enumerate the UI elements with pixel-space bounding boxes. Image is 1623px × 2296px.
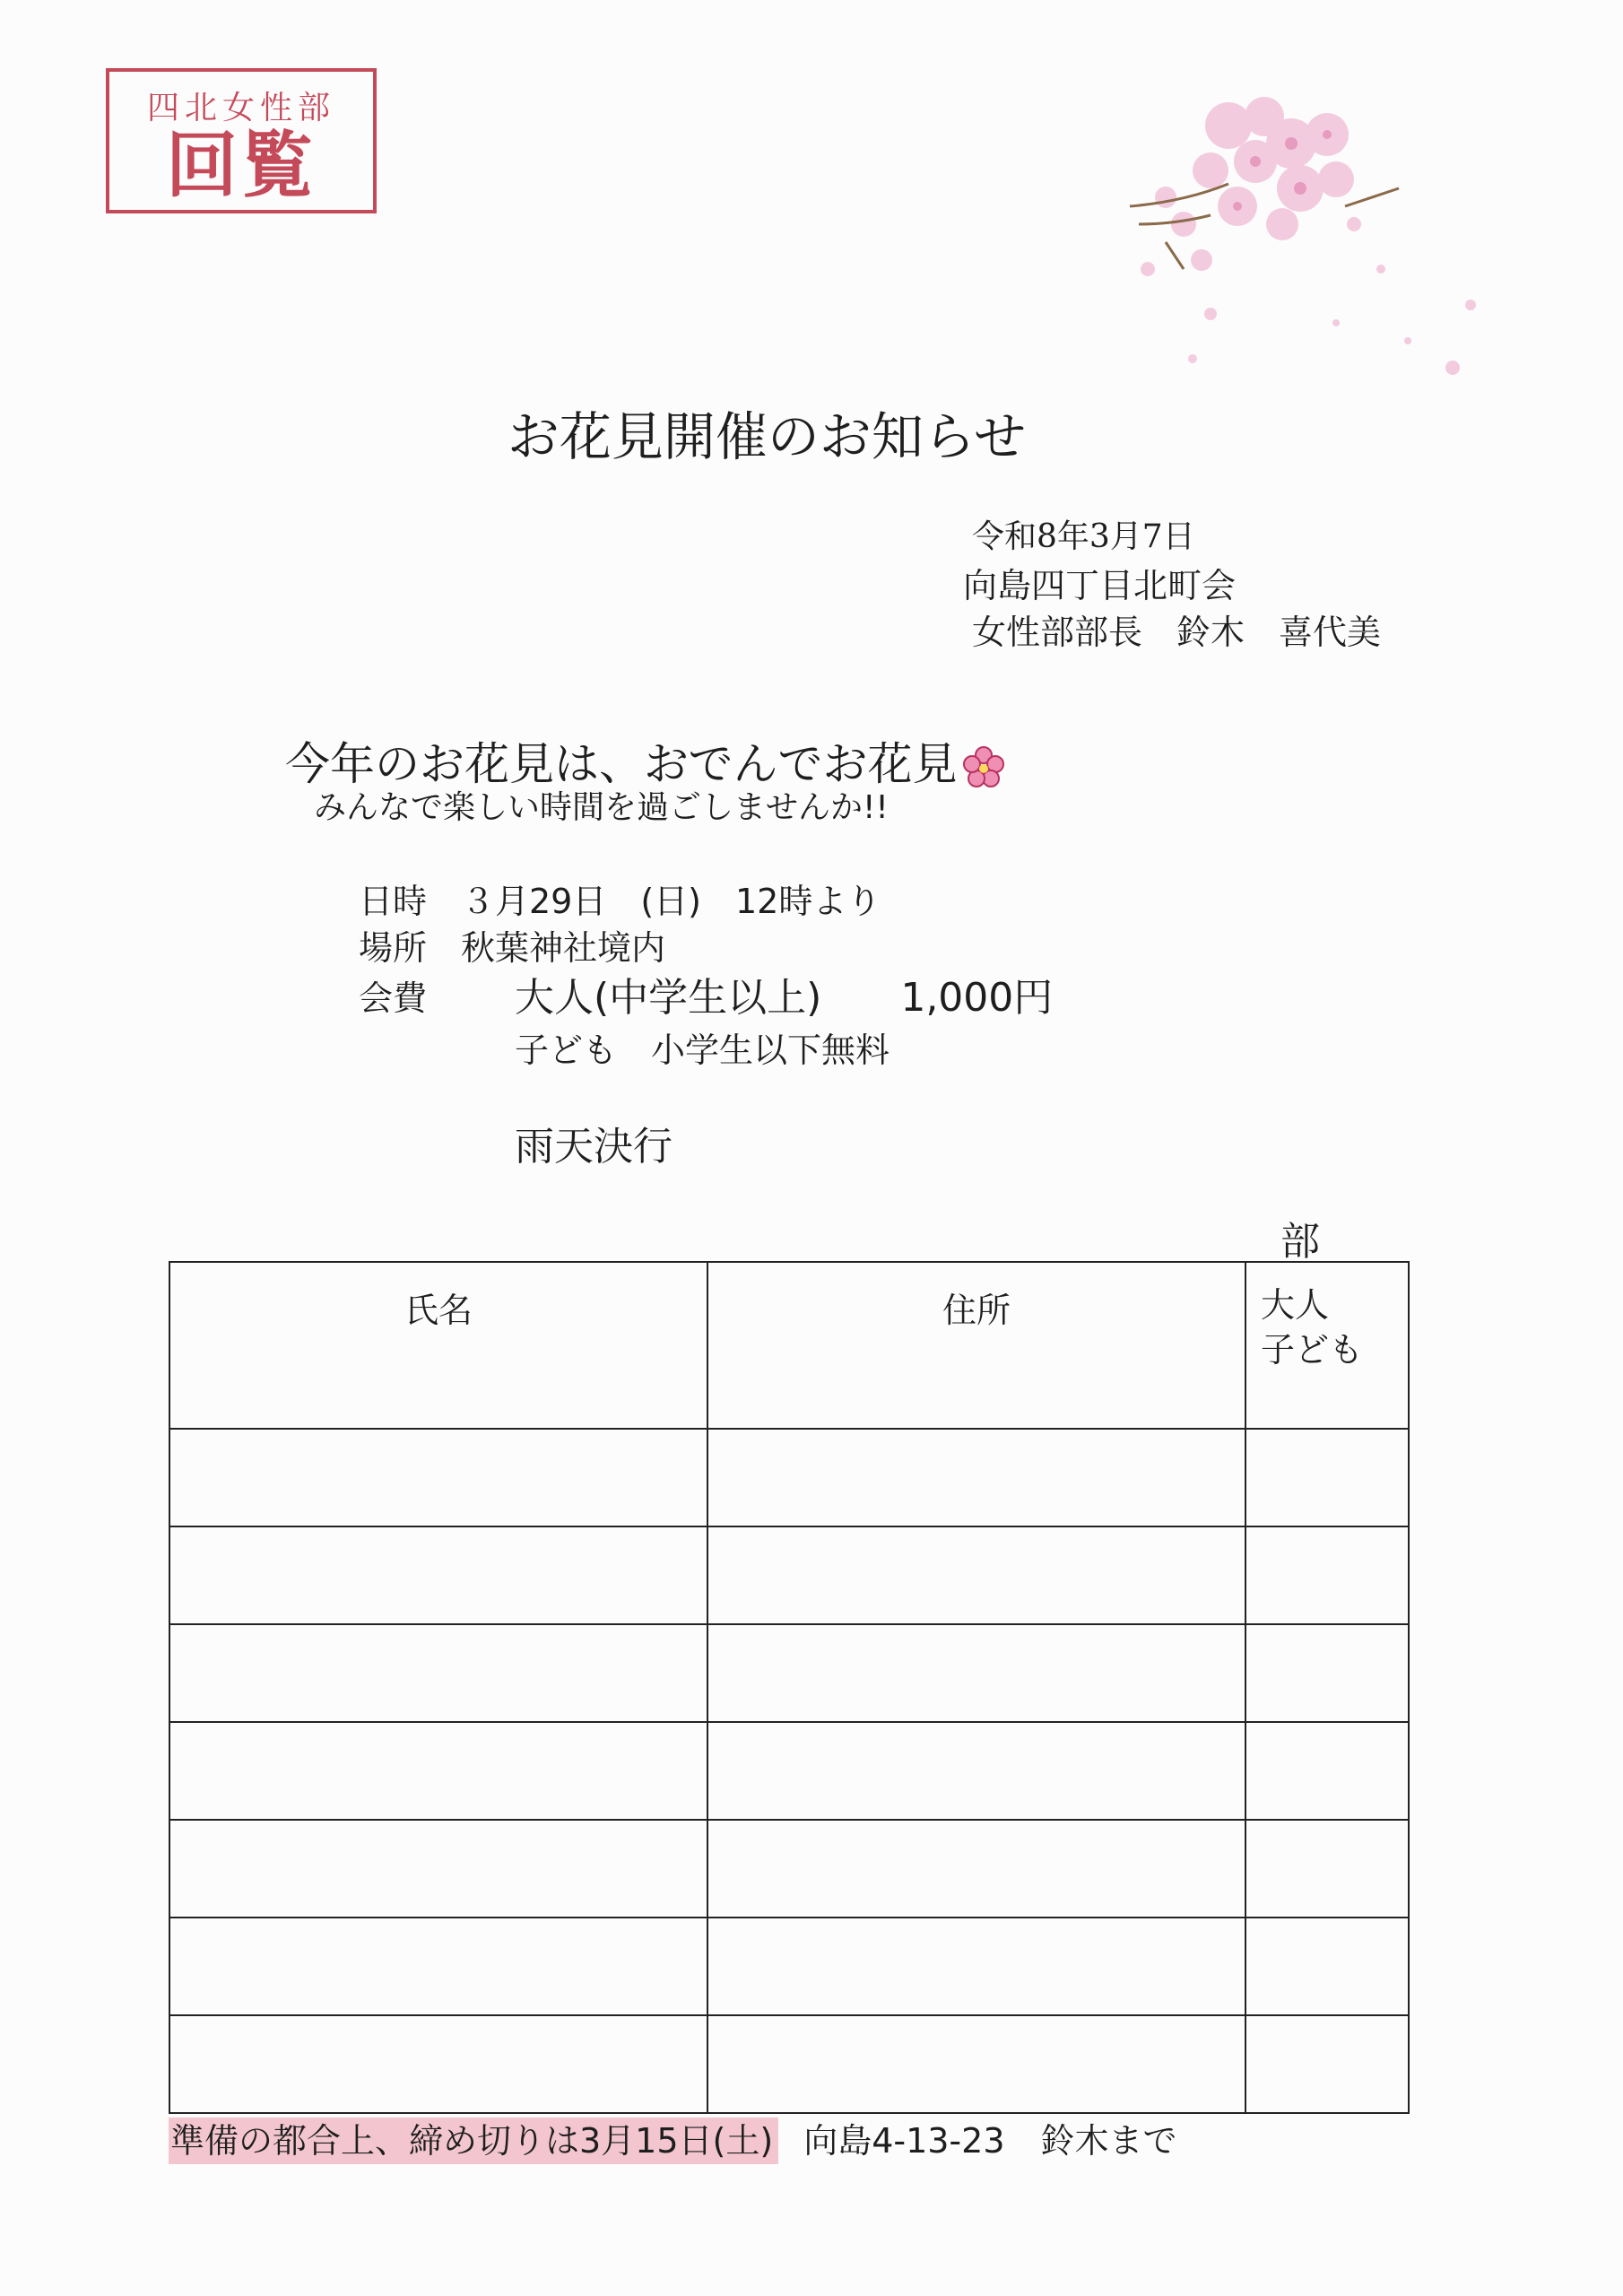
header-adult: 大人 (1261, 1285, 1330, 1325)
address-cell[interactable] (707, 1722, 1245, 1820)
name-cell[interactable] (169, 1429, 707, 1526)
table-row (169, 1624, 1409, 1722)
page-title: お花見開催のお知らせ (507, 406, 1027, 467)
count-cell[interactable] (1245, 1918, 1409, 2015)
address-cell[interactable] (707, 2015, 1245, 2113)
name-cell[interactable] (169, 1918, 707, 2015)
event-place: 場所 秋葉神社境内 (359, 928, 666, 968)
table-row (169, 1820, 1409, 1918)
stamp-department: 四北女性部 (146, 90, 335, 126)
fee-child: 子ども 小学生以下無料 (515, 1031, 890, 1070)
lead-headline-text: 今年のお花見は、おでんでお花見 (285, 738, 958, 790)
name-cell[interactable] (169, 1624, 707, 1722)
name-cell[interactable] (169, 2015, 707, 2113)
fee-adult: 大人(中学生以上) 1,000円 (515, 975, 1054, 1021)
address-cell[interactable] (707, 1526, 1245, 1624)
event-datetime: 日時 ３月29日 (日) 12時より (359, 882, 881, 921)
cherry-blossom-icon (961, 745, 1006, 790)
name-cell[interactable] (169, 1722, 707, 1820)
unit-label: 部 (1280, 1219, 1320, 1265)
table-row (169, 1722, 1409, 1820)
stamp-main-text: 回覧 (166, 124, 317, 207)
header-name: 氏名 (169, 1262, 707, 1429)
issue-date: 令和8年3月7日 (972, 518, 1195, 555)
table-row (169, 1526, 1409, 1624)
registration-table (169, 1261, 1410, 2114)
name-cell[interactable] (169, 1820, 707, 1918)
count-cell[interactable] (1245, 1526, 1409, 1624)
count-cell[interactable] (1245, 1624, 1409, 1722)
table-row (169, 1429, 1409, 1526)
deadline-note (169, 2113, 1177, 2162)
rain-notice: 雨天決行 (515, 1124, 673, 1170)
deadline-highlight: 準備の都合上、締め切りは3月15日(土) (169, 2118, 778, 2164)
author-name: 女性部部長 鈴木 喜代美 (972, 613, 1382, 652)
count-cell[interactable] (1245, 2015, 1409, 2113)
address-cell[interactable] (707, 1918, 1245, 2015)
table-header-row (169, 1262, 1409, 1429)
table-row (169, 1918, 1409, 2015)
fee-label: 会費 (359, 978, 428, 1018)
lead-subline: みんなで楽しい時間を過ごしませんか!! (314, 789, 889, 826)
count-cell[interactable] (1245, 1722, 1409, 1820)
count-cell[interactable] (1245, 1820, 1409, 1918)
address-cell[interactable] (707, 1429, 1245, 1526)
address-cell[interactable] (707, 1624, 1245, 1722)
count-cell[interactable] (1245, 1429, 1409, 1526)
header-count (1245, 1262, 1409, 1429)
address-cell[interactable] (707, 1820, 1245, 1918)
contact-address: 向島4-13-23 (803, 2121, 1005, 2161)
kairan-stamp (106, 68, 377, 213)
name-cell[interactable] (169, 1526, 707, 1624)
header-address: 住所 (707, 1262, 1245, 1429)
contact-person: 鈴木まで (1040, 2121, 1177, 2161)
table-row (169, 2015, 1409, 2113)
header-child: 子ども (1261, 1330, 1364, 1370)
organization-name: 向島四丁目北町会 (963, 566, 1237, 605)
